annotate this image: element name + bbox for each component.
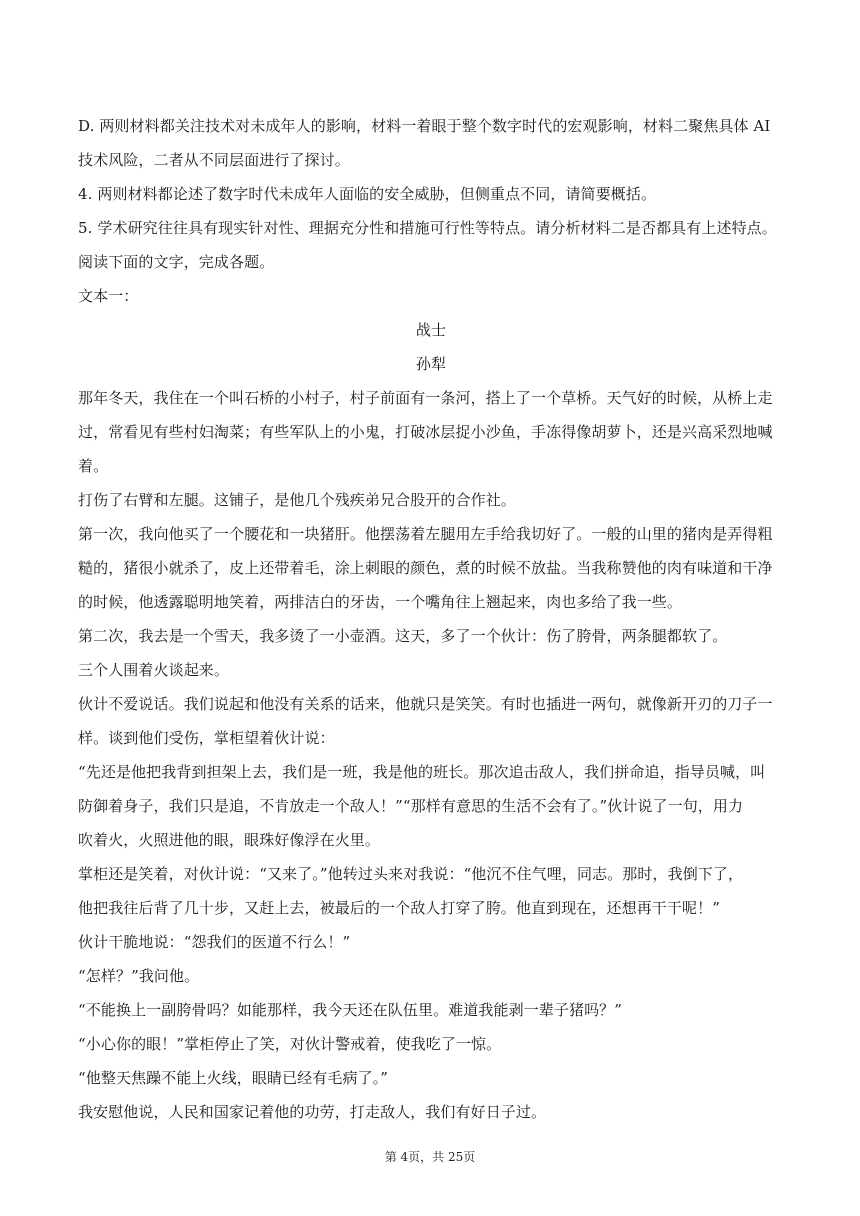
text-line: 糙的，猪很小就杀了，皮上还带着毛，涂上刺眼的颜色，煮的时候不放盐。当我称赞他的肉有味道和干净 [78, 559, 773, 577]
text-line: 阅读下面的文字，完成各题。 [78, 253, 275, 271]
text-line: 样。谈到他们受伤，掌柜望着伙计说： [78, 729, 335, 747]
text-line: “他整天焦躁不能上火线，眼睛已经有毛病了。” [78, 1069, 389, 1087]
text-line: 掌柜还是笑着，对伙计说：“又来了。”他转过头来对我说：“他沉不住气哩，同志。那时，我倒下了， [78, 865, 744, 883]
text-line: 伙计不爱说话。我们说起和他没有关系的话来，他就只是笑笑。有时也插进一两句，就像新开刃的刀子一 [78, 695, 773, 713]
text-line: D. 两则材料都关注技术对未成年人的影响，材料一着眼于整个数字时代的宏观影响，材料二聚焦具体 AI [78, 117, 771, 135]
text-line: 那年冬天，我住在一个叫石桥的小村子，村子前面有一条河，搭上了一个草桥。天气好的时候，从桥上走 [78, 389, 773, 407]
text-line: 第一次，我向他买了一个腰花和一块猪肝。他摆荡着左腿用左手给我切好了。一般的山里的猪肉是弄得粗 [78, 525, 773, 543]
article-title: 战士 [415, 321, 447, 339]
text-line: 他把我往后背了几十步，又赶上去，被最后的一个敌人打穿了胯。他直到现在，还想再干干呢！” [78, 899, 720, 917]
text-line: 第二次，我去是一个雪天，我多烫了一小壶酒。这天，多了一个伙计：伤了胯骨，两条腿都软了。 [78, 627, 728, 645]
text-line: 打伤了右臂和左腿。这铺子，是他几个残疾弟兄合股开的合作社。 [78, 491, 516, 509]
text-line: 的时候，他透露聪明地笑着，两排洁白的牙齿，一个嘴角往上翘起来，肉也多给了我一些。 [78, 593, 683, 611]
text-line: “小心你的眼！”掌柜停止了笑，对伙计警戒着，使我吃了一惊。 [78, 1035, 502, 1053]
text-line: “先还是他把我背到担架上去，我们是一班，我是他的班长。那次追击敌人，我们拼命追，指导员喊，叫 [78, 763, 766, 781]
text-line: 三个人围着火谈起来。 [78, 661, 230, 679]
text-line: 防御着身子，我们只是追，不肯放走一个敌人！”“那样有意思的生活不会有了。”伙计说了一句，用力 [78, 797, 744, 815]
text-line: “怎样？”我问他。 [78, 967, 200, 985]
page-content [78, 109, 784, 1129]
text-line: 4. 两则材料都论述了数字时代未成年人面临的安全威胁，但侧重点不同，请简要概括。 [78, 185, 657, 203]
text-line: 文本一： [78, 287, 139, 305]
text-line: 技术风险，二者从不同层面进行了探讨。 [78, 151, 350, 169]
text-line: 吹着火，火照进他的眼，眼珠好像浮在火里。 [78, 831, 381, 849]
text-line: 伙计干脆地说：“怨我们的医道不行么！” [78, 933, 351, 951]
text-line: 过，常看见有些村妇淘菜；有些军队上的小鬼，打破冰层捉小沙鱼，手冻得像胡萝卜，还是兴高采烈地喊 [78, 423, 773, 441]
page-footer: 第 4页，共 25页 [384, 1150, 476, 1164]
article-author: 孙犁 [415, 355, 447, 373]
text-line: 着。 [78, 457, 109, 475]
text-line: “不能换上一副胯骨吗？如能那样，我今天还在队伍里。难道我能剥一辈子猪吗？” [78, 1001, 623, 1019]
text-line: 我安慰他说，人民和国家记着他的功劳，打走敌人，我们有好日子过。 [78, 1103, 547, 1121]
text-line: 5. 学术研究往往具有现实针对性、理据充分性和措施可行性等特点。请分析材料二是否都具有上述特点。 [78, 219, 777, 237]
